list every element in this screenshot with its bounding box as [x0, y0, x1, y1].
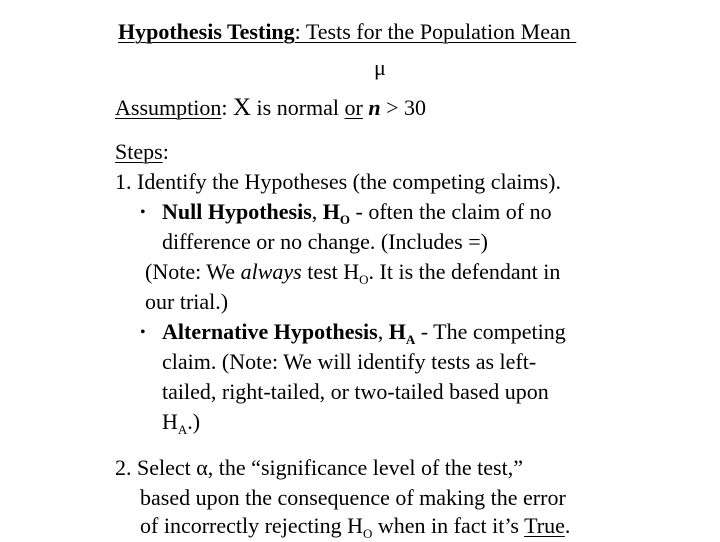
step2-post: , the “significance level of the test,” — [207, 455, 523, 480]
assumption-n: n — [362, 95, 381, 120]
alt-line4-sub: A — [177, 422, 188, 437]
step-2-line1 — [115, 455, 523, 481]
page-title — [118, 19, 576, 45]
note-post2: . It is the defendant in — [368, 259, 561, 284]
note-h-sub: O — [359, 272, 369, 287]
steps-colon: : — [162, 139, 169, 164]
step2-line3-pre: of incorrectly rejecting H — [140, 513, 363, 538]
alt-h: H — [388, 319, 406, 344]
title-bold: Hypothesis Testing — [118, 19, 295, 44]
steps-heading — [115, 139, 169, 165]
note-line2: our trial.) — [145, 289, 229, 314]
note-line1 — [145, 259, 560, 288]
null-comma: , — [311, 199, 323, 224]
note-pre: (Note: We — [145, 259, 241, 284]
bullet-icon: • — [140, 204, 146, 221]
assumption-text2: > 30 — [380, 95, 427, 120]
alt-hypothesis-line — [140, 319, 566, 348]
step2-line3-end: . — [564, 513, 571, 538]
assumption-var: X — [232, 94, 252, 121]
step2-pre: 2. Select — [115, 455, 197, 480]
null-hypothesis-line — [140, 199, 552, 228]
step-2-line2: based upon the consequence of making the error — [140, 485, 566, 510]
assumption-or: or — [344, 95, 363, 120]
assumption-text1: is normal — [251, 95, 345, 120]
alt-hypothesis-title: Alternative Hypothesis — [162, 319, 378, 344]
alt-h-sub: A — [405, 332, 416, 347]
alt-hypothesis-line3: tailed, right-tailed, or two-tailed based upon — [162, 379, 549, 404]
alt-hypothesis-line2: claim. (Note: We will identify tests as left- — [162, 349, 537, 374]
step-2-line3 — [140, 513, 570, 542]
step2-line3-sub: O — [362, 526, 373, 541]
assumption-label: Assumption — [115, 95, 222, 120]
null-hypothesis-title: Null Hypothesis — [162, 199, 312, 224]
alt-line4-rest: .) — [187, 409, 201, 434]
title-rest: : Tests for the Population Mean — [294, 19, 571, 44]
title-mu-symbol: μ — [374, 55, 386, 80]
assumption-colon: : — [221, 95, 233, 120]
assumption-line — [115, 95, 426, 121]
steps-label: Steps — [115, 139, 163, 164]
alt-line4-h: H — [162, 409, 178, 434]
step2-line3-mid: when in fact it’s — [372, 513, 525, 538]
alpha-symbol: α — [196, 455, 208, 480]
alt-hypothesis-line4 — [162, 409, 200, 438]
note-post: test H — [301, 259, 360, 284]
null-rest: - often the claim of no — [350, 199, 552, 224]
null-hypothesis-line2: difference or no change. (Includes =) — [162, 229, 488, 254]
null-h-sub: O — [339, 212, 351, 227]
alt-comma: , — [377, 319, 389, 344]
step2-true: True — [524, 513, 565, 538]
null-h: H — [322, 199, 340, 224]
step-1: 1. Identify the Hypotheses (the competing claims). — [115, 169, 561, 194]
alt-rest: - The competing — [415, 319, 566, 344]
bullet-icon: • — [140, 324, 146, 341]
note-always: always — [240, 259, 302, 284]
